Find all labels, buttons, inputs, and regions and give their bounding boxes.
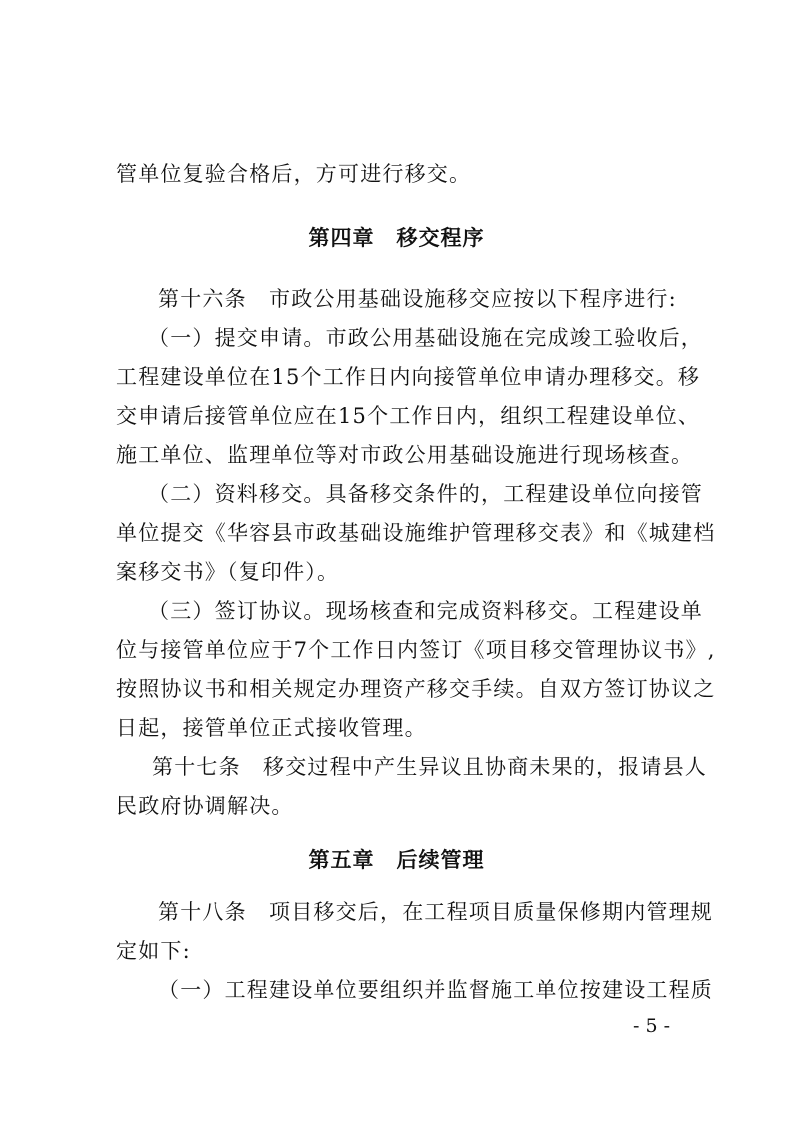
chapter-heading: 第五章 后续管理: [308, 848, 485, 872]
text-line: 定如下:: [116, 939, 191, 963]
text-line: 案移交书》（复印件）。: [116, 560, 340, 584]
text-line: （一）工程建设单位要组织并监督施工单位按建设工程质: [158, 978, 713, 1002]
text-line: 交申请后接管单位应在15个工作日内，组织工程建设单位、: [116, 404, 701, 428]
article-line: 第十八条 项目移交后，在工程项目质量保修期内管理规: [158, 900, 713, 924]
chapter-heading: 第四章 移交程序: [308, 226, 485, 250]
text-line: （一）提交申请。市政公用基础设施在完成竣工验收后，: [148, 326, 703, 350]
text-line: 按照协议书和相关规定办理资产移交手续。自双方签订协议之: [116, 677, 716, 701]
text-line: 单位提交《华容县市政基础设施维护管理移交表》和《城建档: [116, 521, 716, 545]
article-line: 第十六条 市政公用基础设施移交应按以下程序进行:: [158, 287, 677, 311]
text-line: （二）资料移交。具备移交条件的，工程建设单位向接管: [148, 482, 703, 506]
text-line: 日起，接管单位正式接收管理。: [116, 716, 427, 740]
text-line: 民政府协调解决。: [116, 794, 294, 818]
text-line: 管单位复验合格后，方可进行移交。: [116, 162, 472, 186]
page-number: - 5 -: [633, 1015, 671, 1037]
article-line: 第十七条 移交过程中产生异议且协商未果的，报请县人: [152, 755, 707, 779]
text-line: 工程建设单位在15个工作日内向接管单位申请办理移交。移: [116, 365, 701, 389]
text-line: （三）签订协议。现场核查和完成资料移交。工程建设单: [148, 599, 703, 623]
text-line: 位与接管单位应于7个工作日内签订《项目移交管理协议书》,: [116, 638, 716, 662]
text-line: 施工单位、监理单位等对市政公用基础设施进行现场核查。: [116, 443, 694, 467]
